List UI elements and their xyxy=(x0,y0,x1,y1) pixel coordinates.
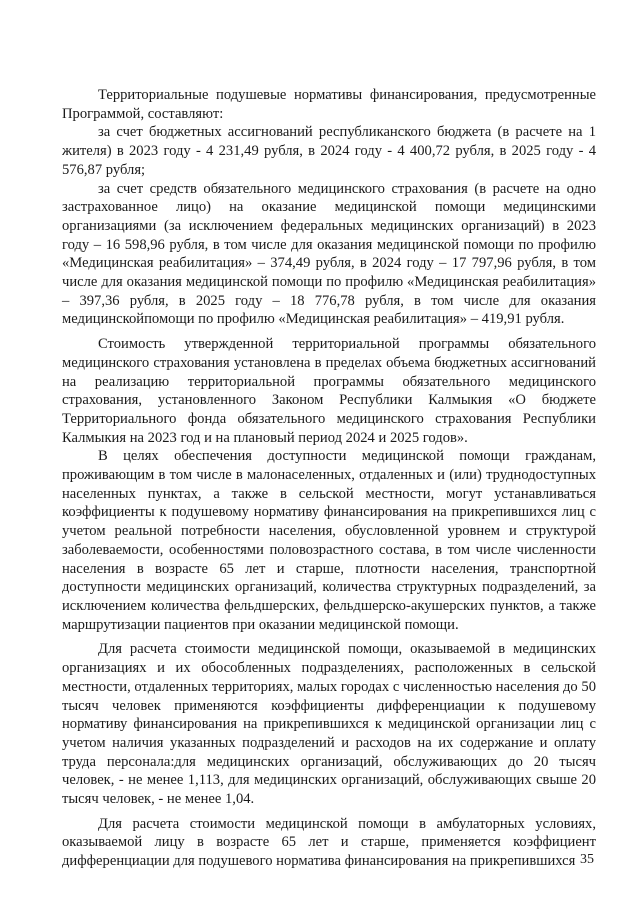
paragraph-rural-coefficients: Для расчета стоимости медицинской помощи, оказываемой в медицинских организациях и их обособленных подразделениях, расположенных в сельской местности, отдаленных территориях, малых городах с численностью населения до 50 тысяч человек применяются коэффициенты дифференциации к подушевому нормативу финансирования на прикрепившихся к медицинской организации лиц с учетом наличия указанных подразделений и расходов на их содержание и оплату труда персонала:для медицинских организаций, обслуживающих до 20 тысяч человек, - не менее 1,113, для медицинских организаций, обслуживающих свыше 20 тысяч человек, - не менее 1,04. xyxy=(62,641,596,808)
body-text xyxy=(62,86,596,871)
page-number: 35 xyxy=(580,852,594,867)
paragraph-accessibility: В целях обеспечения доступности медицинской помощи гражданам, проживающим в том числе в малонаселенных, отдаленных и (или) труднодоступных населенных пунктах, а также в сельской местности, могут устанавливаться коэффициенты к подушевому нормативу финансирования на прикрепившихся лиц с учетом реальной потребности населения, обусловленной уровнем и структурой заболеваемости, особенностями половозрастного состава, в том числе численности населения в возрасте 65 лет и старше, плотности населения, транспортной доступности медицинских организаций, количества структурных подразделений, за исключением количества фельдшерских, фельдшерско-акушерских пунктов, а также маршрутизации пациентов при оказании медицинской помощи. xyxy=(62,448,596,633)
paragraph-republican-budget: за счет бюджетных ассигнований республиканского бюджета (в расчете на 1 жителя) в 2023 году - 4 231,49 рубля, в 2024 году - 4 400,72 рубля, в 2025 году - 4 576,87 рубля; xyxy=(62,124,596,178)
paragraph-oms-funds: за счет средств обязательного медицинского страхования (в расчете на одно застрахованное лицо) на оказание медицинской помощи медицинскими организациями (за исключением федеральных медицинских организаций) в 2023 году – 16 598,96 рубля, в том числе для оказания медицинской помощи по профилю «Медицинская реабилитация» – 374,49 рубля, в 2024 году – 17 797,96 рубля, в том числе для оказания медицинской помощи по профилю «Медицинская реабилитация» – 397,36 рубля, в 2025 году – 18 776,78 рубля, в том числе для оказания медицинскойпомощи по профилю «Медицинская реабилитация» – 419,91 рубля. xyxy=(62,180,596,328)
paragraph-normatives-intro: Территориальные подушевые нормативы финансирования, предусмотренные Программой, составляют: xyxy=(62,87,596,122)
paragraph-ambulatory-65plus: Для расчета стоимости медицинской помощи в амбулаторных условиях, оказываемой лицу в возрасте 65 лет и старше, применяется коэффициент дифференциации для подушевого норматива финансирования на прикрепившихся xyxy=(62,815,596,870)
paragraph-program-cost: Стоимость утвержденной территориальной программы обязательного медицинского страхования установлена в пределах объема бюджетных ассигнований на реализацию территориальной программы обязательного медицинского страхования, установленного Законом Республики Калмыкия «О бюджете Территориального фонда обязательного медицинского страхования Республики Калмыкия на 2023 год и на плановый период 2024 и 2025 годов». xyxy=(62,336,596,446)
